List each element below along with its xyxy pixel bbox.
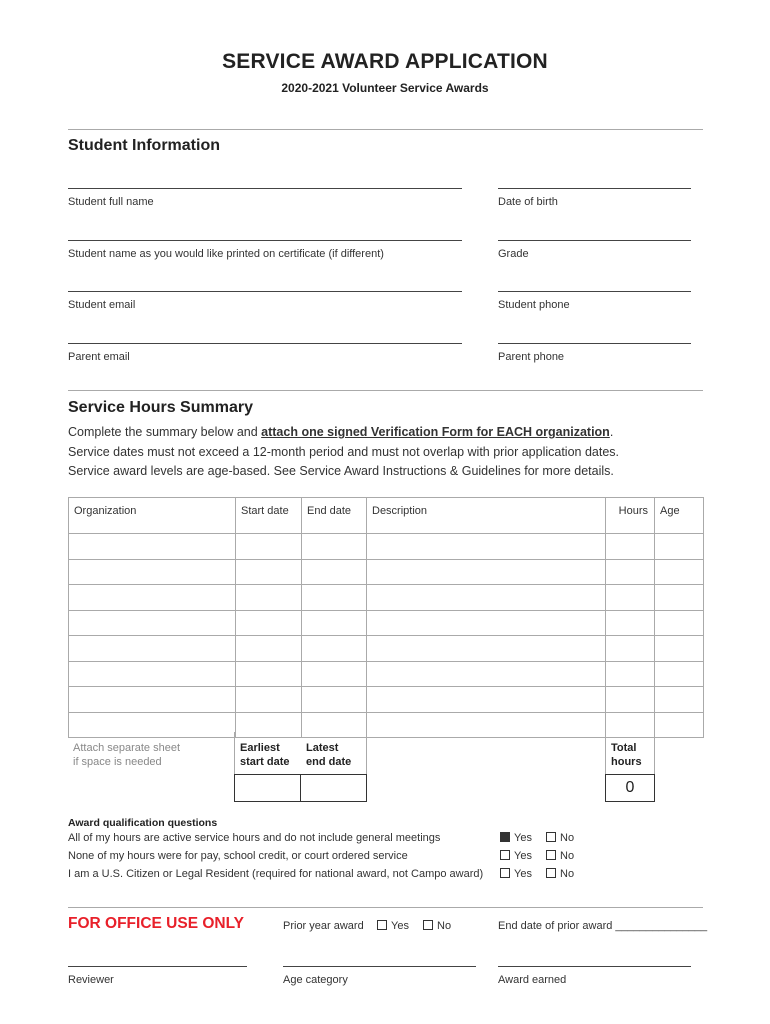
field-label: Student full name	[68, 196, 154, 208]
latest-end-label	[306, 741, 351, 769]
table-cell[interactable]	[606, 585, 655, 611]
column-header: Age	[655, 498, 704, 534]
intro-period: .	[609, 425, 614, 439]
hours-summary-heading: Service Hours Summary	[68, 399, 253, 416]
q3-yes-checkbox[interactable]	[500, 868, 532, 880]
table-cell[interactable]	[69, 559, 236, 585]
field-label: Student name as you would like printed on certificate (if different)	[68, 248, 384, 260]
table-row[interactable]	[69, 636, 704, 662]
table-cell[interactable]	[367, 661, 606, 687]
label-line: start date	[240, 756, 290, 768]
checkbox-label: Yes	[514, 832, 532, 844]
table-row[interactable]	[69, 610, 704, 636]
table-cell[interactable]	[302, 559, 367, 585]
table-cell[interactable]	[69, 687, 236, 713]
earliest-start-date-input[interactable]	[234, 774, 301, 802]
checkbox-label: No	[560, 868, 575, 880]
field-label: Grade	[498, 248, 529, 260]
table-cell[interactable]	[302, 687, 367, 713]
column-header: Start date	[236, 498, 302, 534]
form-subtitle: 2020-2021 Volunteer Service Awards	[281, 81, 489, 95]
table-cell[interactable]	[367, 559, 606, 585]
checkbox-icon	[546, 868, 556, 878]
table-cell[interactable]	[302, 712, 367, 738]
table-cell[interactable]	[236, 712, 302, 738]
table-cell[interactable]	[367, 687, 606, 713]
table-cell[interactable]	[236, 636, 302, 662]
q2-yes-checkbox[interactable]	[500, 850, 532, 862]
checkbox-icon	[500, 868, 510, 878]
total-hours-value: 0	[605, 774, 655, 802]
checkbox-label: Yes	[514, 850, 532, 862]
attach-sheet-note	[73, 741, 180, 769]
table-cell[interactable]	[302, 610, 367, 636]
table-cell[interactable]	[236, 559, 302, 585]
hours-summary-instructions	[68, 423, 619, 482]
certificate-name-field[interactable]	[68, 240, 462, 260]
field-label: Student phone	[498, 299, 570, 311]
table-cell[interactable]	[69, 636, 236, 662]
label-line: Earliest	[240, 742, 280, 754]
table-cell[interactable]	[69, 661, 236, 687]
table-cell[interactable]	[606, 610, 655, 636]
prior-year-award-label: Prior year award	[283, 920, 364, 932]
table-cell[interactable]	[69, 610, 236, 636]
q2-no-checkbox[interactable]	[546, 850, 574, 862]
table-cell[interactable]	[236, 534, 302, 560]
table-cell[interactable]	[655, 687, 704, 713]
table-cell[interactable]	[606, 712, 655, 738]
earliest-start-label	[240, 741, 290, 769]
table-row[interactable]	[69, 585, 704, 611]
column-header: End date	[302, 498, 367, 534]
table-cell[interactable]	[606, 559, 655, 585]
divider	[68, 907, 703, 908]
q3-no-checkbox[interactable]	[546, 868, 574, 880]
table-cell[interactable]	[655, 712, 704, 738]
table-row[interactable]	[69, 534, 704, 560]
table-cell[interactable]	[655, 661, 704, 687]
field-label: Age category	[283, 974, 348, 986]
total-hours-label	[611, 741, 642, 769]
prior-award-yes-checkbox[interactable]	[377, 920, 409, 932]
label-line: hours	[611, 756, 642, 768]
grade-field[interactable]	[498, 240, 691, 260]
field-label: Student email	[68, 299, 136, 311]
table-cell[interactable]	[606, 661, 655, 687]
table-cell[interactable]	[655, 636, 704, 662]
table-cell[interactable]	[302, 534, 367, 560]
field-label: Reviewer	[68, 974, 114, 986]
table-row[interactable]	[69, 559, 704, 585]
question-2: None of my hours were for pay, school credit, or court ordered service	[68, 850, 408, 862]
age-category-field[interactable]	[283, 966, 476, 986]
table-cell[interactable]	[236, 687, 302, 713]
checkbox-icon	[423, 920, 433, 930]
column-header: Hours	[606, 498, 655, 534]
table-cell[interactable]	[302, 585, 367, 611]
office-use-heading: FOR OFFICE USE ONLY	[68, 915, 244, 932]
field-label: Date of birth	[498, 196, 558, 208]
checkbox-icon	[500, 850, 510, 860]
award-earned-field[interactable]	[498, 966, 691, 986]
prior-award-no-checkbox[interactable]	[423, 920, 451, 932]
table-cell[interactable]	[367, 712, 606, 738]
checkbox-icon	[546, 850, 556, 860]
question-3: I am a U.S. Citizen or Legal Resident (required for national award, not Campo award)	[68, 868, 484, 880]
divider	[68, 390, 703, 391]
table-cell[interactable]	[236, 585, 302, 611]
column-header: Description	[367, 498, 606, 534]
attach-note-line: if space is needed	[73, 756, 162, 768]
table-cell[interactable]	[302, 661, 367, 687]
student-info-heading: Student Information	[68, 137, 220, 154]
intro-text: Complete the summary below and	[68, 425, 262, 439]
end-date-prior-award-field[interactable]: End date of prior award _______________	[498, 920, 708, 932]
table-cell[interactable]	[69, 712, 236, 738]
age-rule-text: Service award levels are age-based. See Service Award Instructions & Guidelines for more details.	[68, 464, 614, 478]
table-cell[interactable]	[606, 534, 655, 560]
field-label: Parent phone	[498, 351, 565, 363]
parent-phone-field[interactable]	[498, 343, 691, 363]
checkbox-icon	[377, 920, 387, 930]
table-row[interactable]	[69, 712, 704, 738]
student-email-field[interactable]	[68, 291, 462, 311]
checkbox-label: Yes	[391, 920, 409, 932]
table-cell[interactable]	[606, 687, 655, 713]
verification-form-note: attach one signed Verification Form for EACH organization	[261, 425, 610, 439]
checkbox-label: Yes	[514, 868, 532, 880]
field-label: Award earned	[498, 974, 567, 986]
student-full-name-field[interactable]	[68, 188, 462, 208]
table-row[interactable]	[69, 687, 704, 713]
table-cell[interactable]	[655, 585, 704, 611]
hours-summary-table	[68, 497, 704, 738]
table-cell[interactable]	[655, 610, 704, 636]
table-cell[interactable]	[69, 534, 236, 560]
parent-email-field[interactable]	[68, 343, 462, 363]
table-row[interactable]	[69, 661, 704, 687]
student-phone-field[interactable]	[498, 291, 691, 311]
field-label: Parent email	[68, 351, 130, 363]
latest-end-date-input[interactable]	[300, 774, 367, 802]
divider	[68, 129, 703, 130]
table-cell[interactable]	[367, 585, 606, 611]
table-header-row	[69, 498, 704, 534]
table-cell[interactable]	[69, 585, 236, 611]
table-cell[interactable]	[606, 636, 655, 662]
checkbox-label: No	[437, 920, 452, 932]
table-cell[interactable]	[655, 559, 704, 585]
date-of-birth-field[interactable]	[498, 188, 691, 208]
table-cell[interactable]	[655, 534, 704, 560]
table-cell[interactable]	[302, 636, 367, 662]
q1-yes-checkbox[interactable]	[500, 832, 532, 844]
label-line: Latest	[306, 742, 339, 754]
checkbox-icon	[546, 832, 556, 842]
table-cell[interactable]	[367, 636, 606, 662]
table-cell[interactable]	[367, 610, 606, 636]
checkbox-label: No	[560, 850, 575, 862]
table-cell[interactable]	[367, 534, 606, 560]
table-cell[interactable]	[236, 661, 302, 687]
date-rule-text: Service dates must not exceed a 12-month period and must not overlap with prior application dates.	[68, 444, 620, 459]
label-line: Total	[611, 742, 637, 754]
column-header: Organization	[69, 498, 236, 534]
attach-note-line: Attach separate sheet	[73, 742, 181, 754]
question-1: All of my hours are active service hours and do not include general meetings	[68, 832, 441, 844]
table-cell[interactable]	[236, 610, 302, 636]
reviewer-field[interactable]	[68, 966, 247, 986]
form-title: SERVICE AWARD APPLICATION	[222, 50, 548, 73]
qualification-heading: Award qualification questions	[68, 817, 218, 829]
label-line: end date	[306, 756, 352, 768]
q1-no-checkbox[interactable]	[546, 832, 574, 844]
checkbox-checked-icon	[500, 832, 510, 842]
checkbox-label: No	[560, 832, 575, 844]
